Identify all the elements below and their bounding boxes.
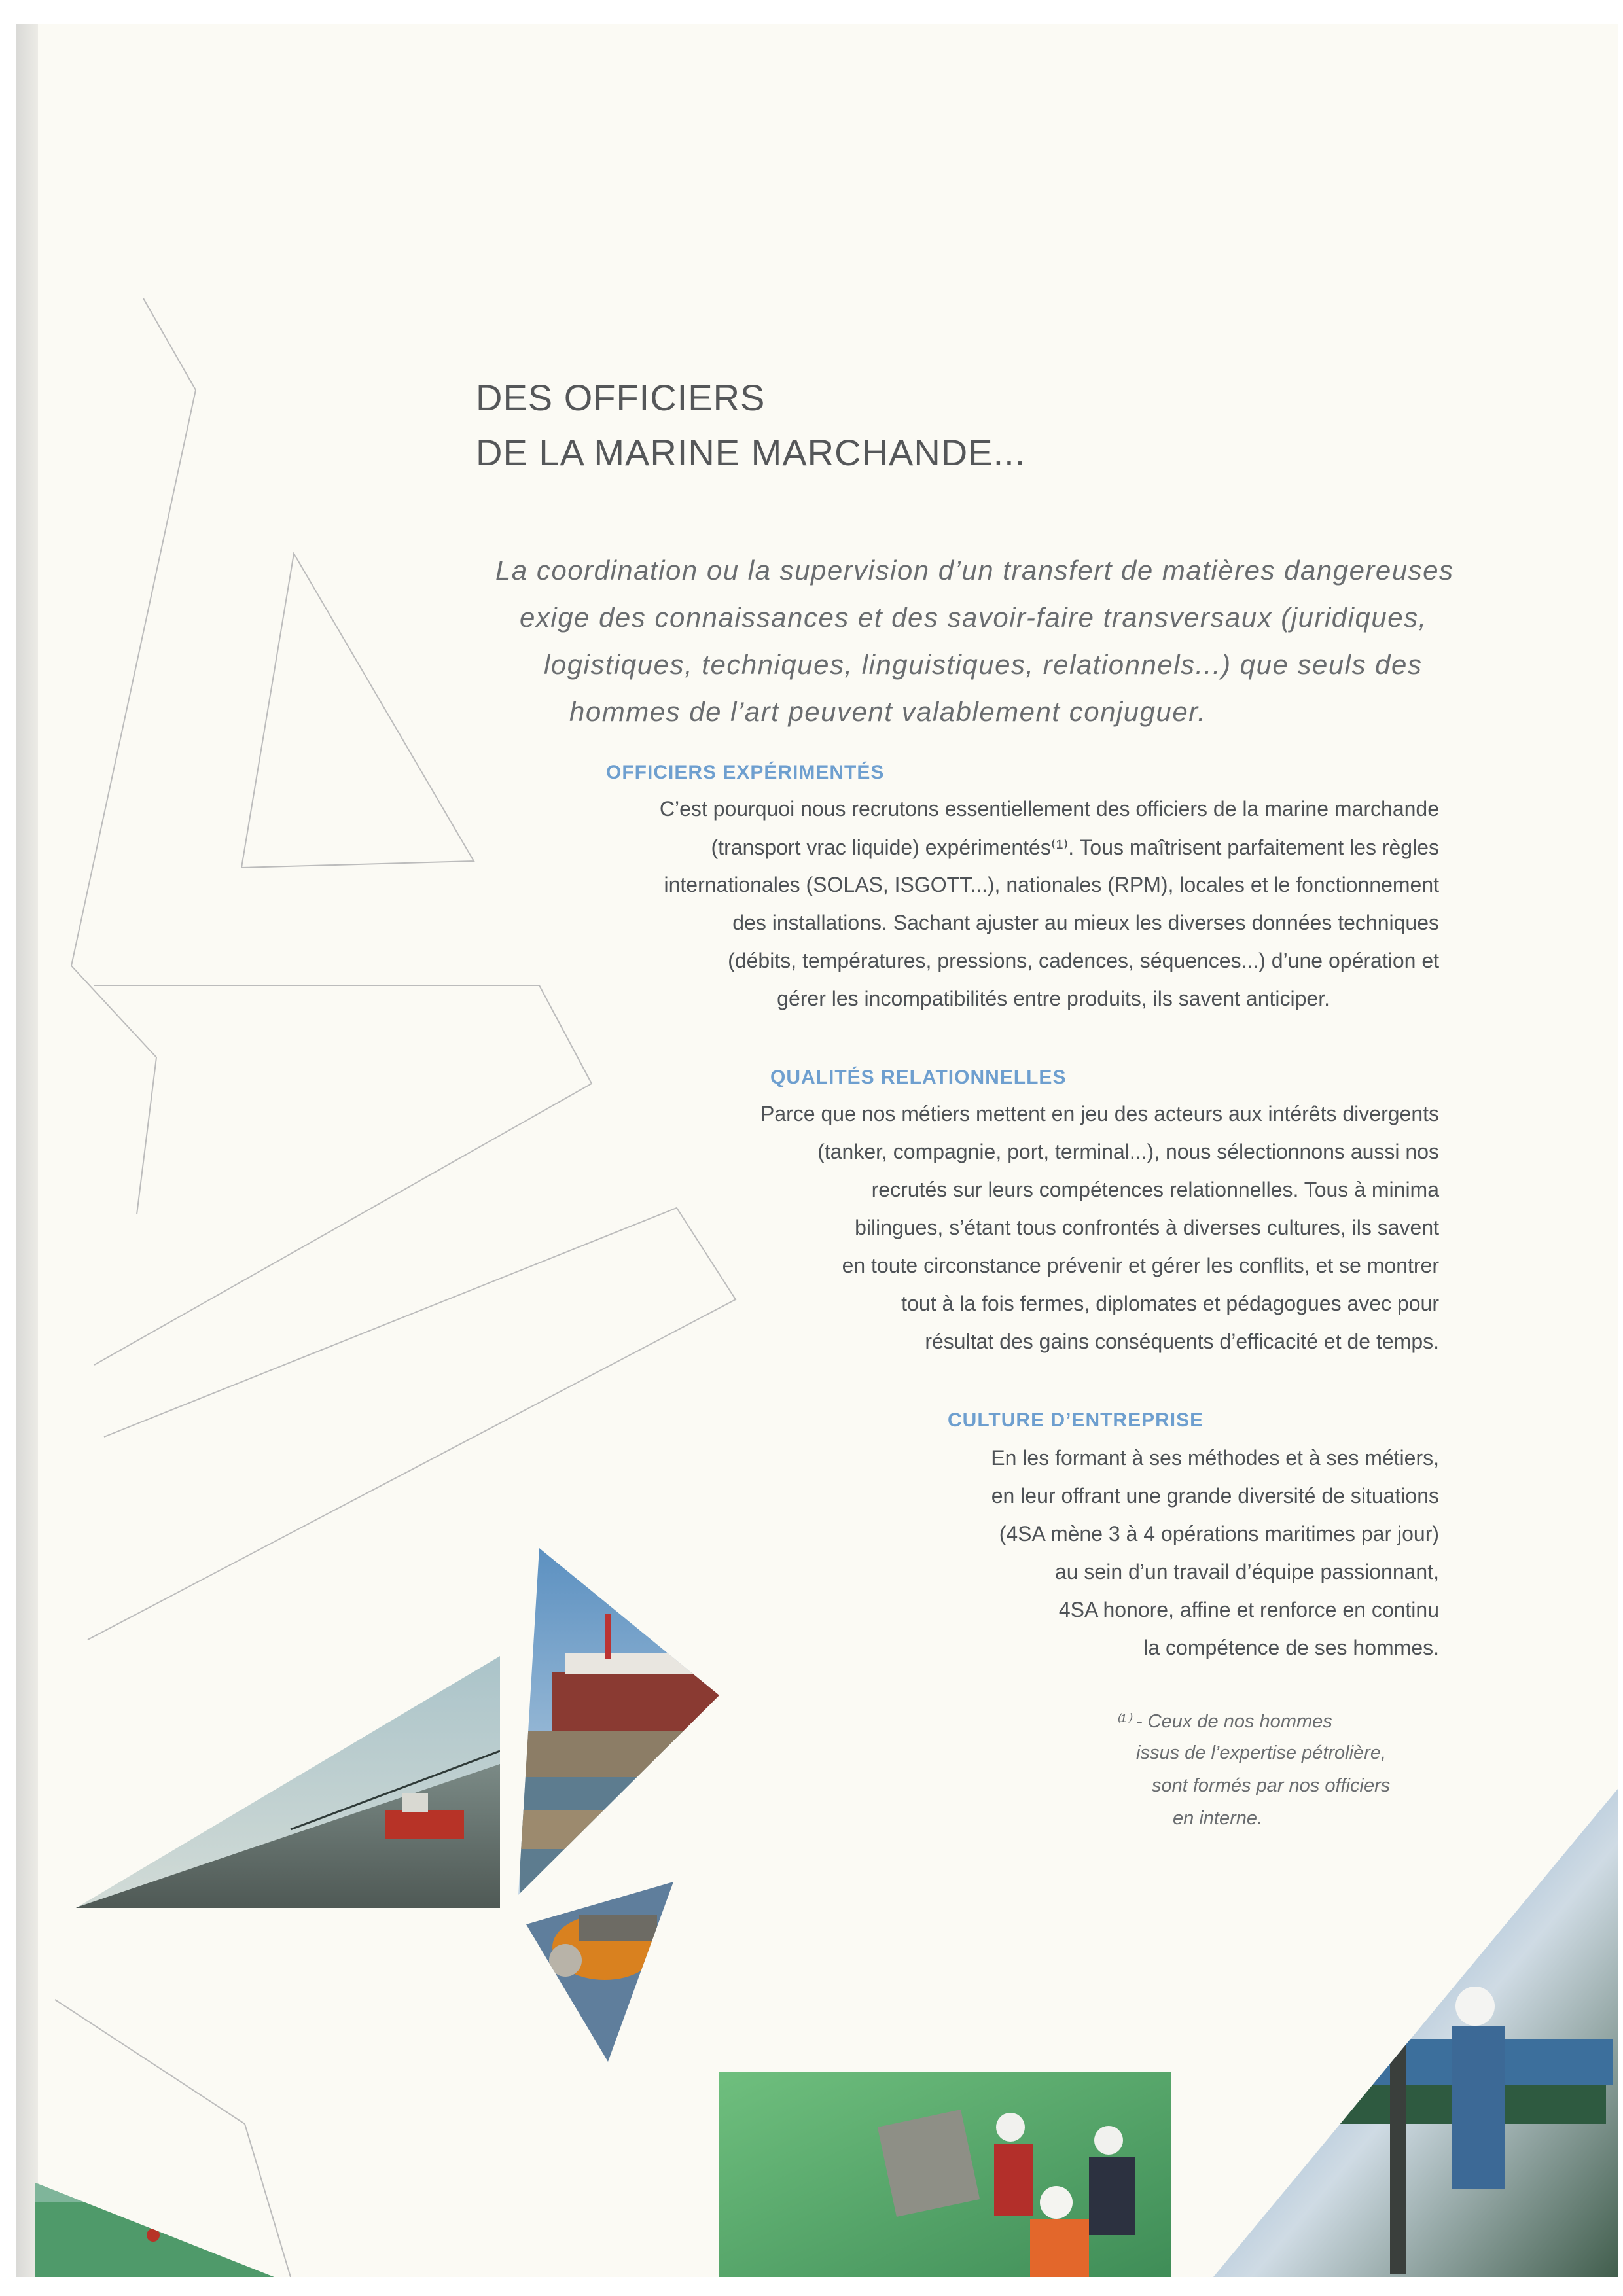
photo-refinery-worker [1207,1784,1618,2277]
section-line: Parce que nos métiers mettent en jeu des acteurs aux intérêts divergents [760,1102,1439,1125]
section-line: En les formant à ses méthodes et à ses métiers, [991,1446,1439,1470]
section-line: gérer les incompatibilités entre produits, ils savent anticiper. [777,987,1330,1010]
intro-line: logistiques, techniques, linguistiques, relationnels...) que seuls des [544,649,1423,680]
section-line: en toute circonstance prévenir et gérer les conflits, et se montrer [842,1254,1439,1277]
section-line: des installations. Sachant ajuster au mieux les diverses données techniques [732,911,1439,934]
section-line: la compétence de ses hommes. [1143,1636,1439,1659]
section-line: (4SA mène 3 à 4 opérations maritimes par jour) [999,1522,1439,1545]
photo-ship-in-fog [75,1653,507,1915]
intro-line: hommes de l’art peuvent valablement conjuguer. [569,696,1207,727]
section-heading: OFFICIERS EXPÉRIMENTÉS [606,762,885,783]
section-line: tout à la fois fermes, diplomates et pédagogues avec pour [901,1292,1439,1315]
photo-collage [16,24,1618,2277]
section-line: (tanker, compagnie, port, terminal...), nous sélectionnons aussi nos [817,1140,1439,1163]
section-line: résultat des gains conséquents d’efficacité et de temps. [925,1330,1439,1353]
photo-pump-machinery [520,1875,683,2072]
title-line: DE LA MARINE MARCHANDE... [476,432,1026,473]
footnote-line: ⁽¹⁾ - Ceux de nos hommes [1115,1711,1332,1732]
photo-bottom-left-fragment [35,2176,284,2277]
section-line: C’est pourquoi nous recrutons essentiellement des officiers de la marine marchande [659,797,1439,821]
section-line: bilingues, s’étant tous confrontés à diverses cultures, ils savent [855,1216,1439,1239]
intro-line: exige des connaissances et des savoir-faire transversaux (juridiques, [520,602,1427,633]
section-heading: QUALITÉS RELATIONNELLES [770,1067,1067,1088]
footnote-line: sont formés par nos officiers [1152,1775,1391,1796]
photo-crew-on-deck [719,2072,1171,2277]
intro-line: La coordination ou la supervision d’un transfert de matières dangereuses [495,555,1454,586]
footnote-line: en interne. [1173,1808,1263,1829]
section-line: recrutés sur leurs compétences relationnelles. Tous à minima [871,1178,1439,1201]
section-line: au sein d’un travail d’équipe passionnant, [1054,1560,1439,1583]
footnote-line: issus de l’expertise pétrolière, [1136,1742,1387,1763]
photo-tanker-at-terminal [513,1542,729,1908]
brochure-page [16,24,1618,2277]
section-line: (débits, températures, pressions, cadences, séquences...) d’une opération et [728,949,1439,972]
section-line: 4SA honore, affine et renforce en continu [1058,1598,1439,1621]
section-line: en leur offrant une grande diversité de situations [991,1484,1439,1508]
section-line: (transport vrac liquide) expérimentés⁽¹⁾. Tous maîtrisent parfaitement les règles [711,836,1439,859]
section-heading: CULTURE D’ENTREPRISE [948,1409,1204,1431]
section-line: internationales (SOLAS, ISGOTT...), nationales (RPM), locales et le fonctionnement [664,873,1439,896]
title-line: DES OFFICIERS [476,377,766,418]
